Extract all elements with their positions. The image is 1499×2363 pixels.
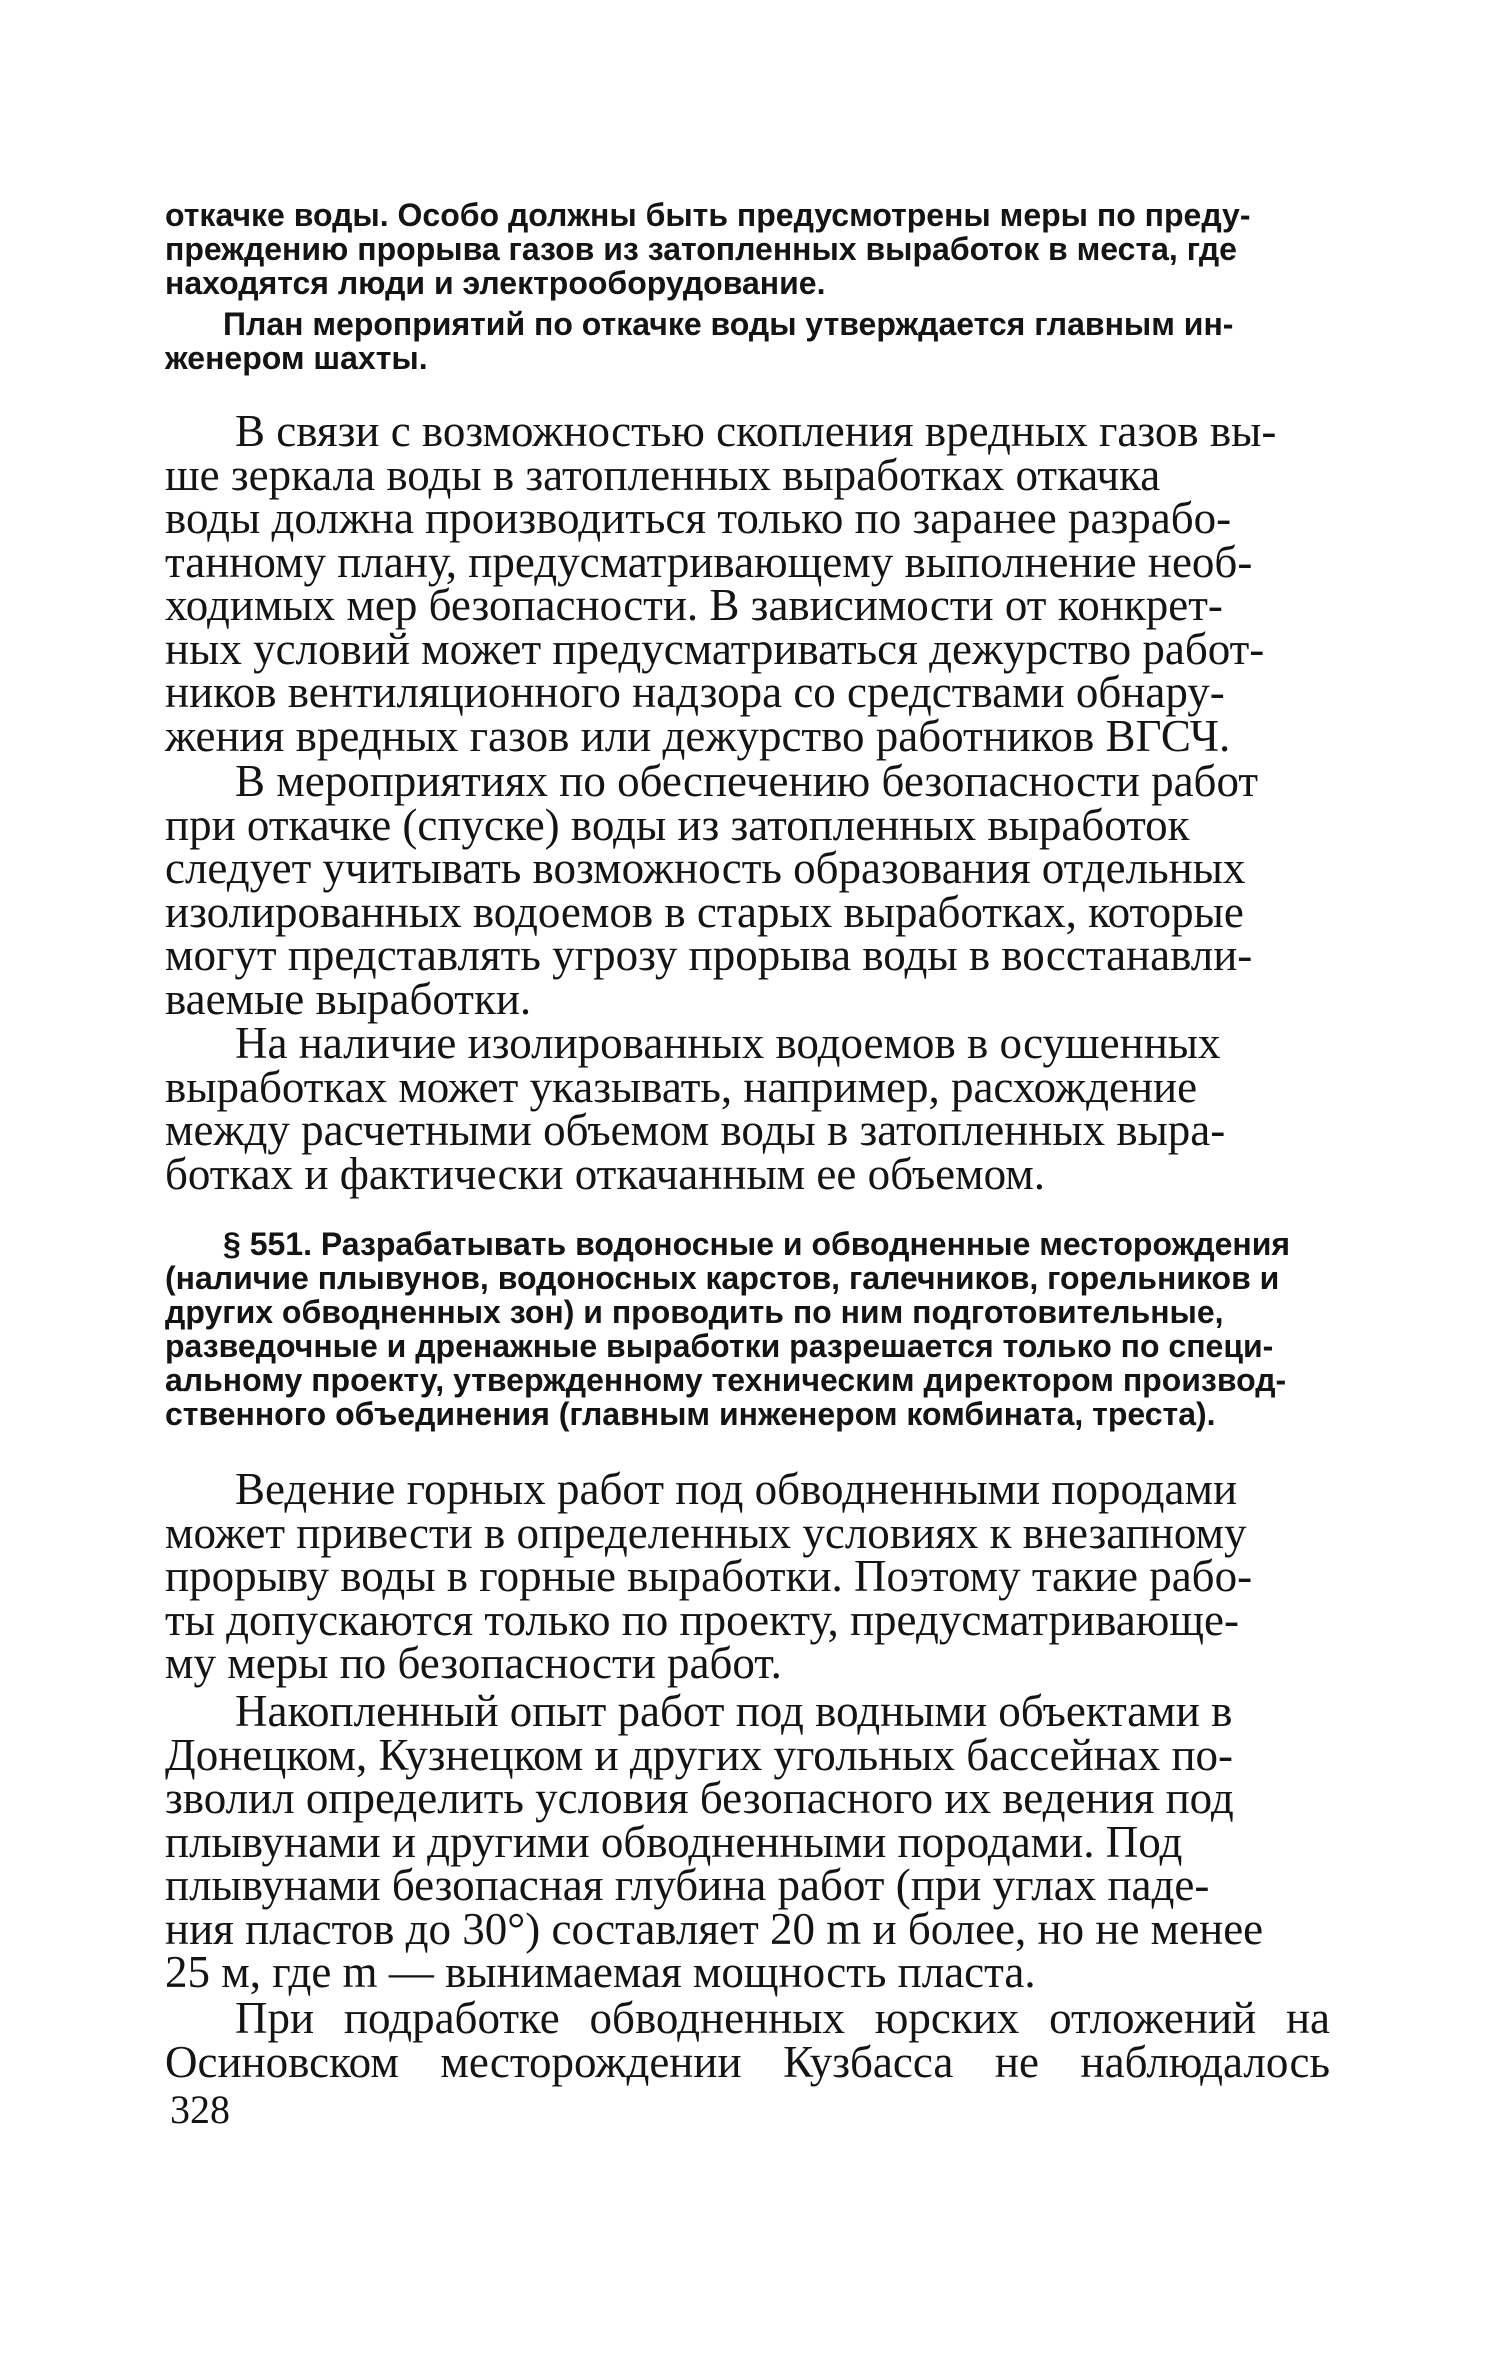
text-line: плывунами и другими обводненными породами. Под xyxy=(165,1816,1183,1867)
text-line: плывунами безопасная глубина работ (при углах паде- xyxy=(165,1860,1210,1910)
text-line: женером шахты. xyxy=(165,340,428,376)
text-line: ходимых мер безопасности. В зависимости от конкрет- xyxy=(165,580,1223,630)
text-line: В мероприятиях по обеспечению безопасности работ xyxy=(235,756,1259,806)
text-line: План мероприятий по откачке воды утверждается главным ин- xyxy=(223,306,1234,342)
text-line: танному плану, предусматривающему выполнение необ- xyxy=(165,536,1253,587)
text-line: откачке воды. Особо должны быть предусмотрены меры по преду- xyxy=(165,197,1251,233)
text-line: изолированных водоемов в старых выработках, которые xyxy=(165,886,1244,937)
text-line: При подработке обводненных юрских отложений на xyxy=(235,1993,1330,2043)
comment-paragraph-5 xyxy=(165,1686,1330,1997)
text-line: жения вредных газов или дежурство работников ВГСЧ. xyxy=(165,710,1231,761)
text-line: выработках может указывать, например, расхождение xyxy=(165,1061,1198,1112)
text-line: Донецком, Кузнецком и других угольных бассейнах по- xyxy=(165,1729,1234,1780)
text-line: Осиновском месторождении Кузбасса не наблюдалось xyxy=(165,2036,1330,2087)
text-line: ше зеркала воды в затопленных выработках откачка xyxy=(165,449,1161,500)
text-line: ботках и фактически откачанным ее объемом. xyxy=(165,1148,1045,1199)
text-line: (наличие плывунов, водоносных карстов, галечников, горельников и xyxy=(165,1260,1280,1296)
text-line: альному проекту, утвержденному техническим директором производ- xyxy=(165,1362,1287,1398)
text-line: § 551. Разрабатывать водоносные и обводненные месторождения xyxy=(223,1226,1291,1262)
text-line: может привести в определенных условиях к внезапному xyxy=(165,1507,1247,1558)
text-line: му меры по безопасности работ. xyxy=(165,1638,782,1688)
text-line: Ведение горных работ под обводненными породами xyxy=(235,1464,1238,1514)
text-line: воды должна производиться только по заранее разрабо- xyxy=(165,493,1232,543)
comment-paragraph-3 xyxy=(165,1018,1330,1199)
text-line: могут представлять угрозу прорыва воды в восстанавли- xyxy=(165,930,1253,980)
text-line: зволил определить условия безопасного их ведения под xyxy=(165,1773,1234,1823)
text-line: 25 м, где m — вынимаемая мощность пласта. xyxy=(165,1947,1036,1997)
text-line: других обводненных зон) и проводить по ним подготовительные, xyxy=(165,1294,1224,1330)
text-line: преждению прорыва газов из затопленных выработок в места, где xyxy=(165,231,1237,267)
comment-paragraph-1 xyxy=(165,406,1330,761)
rule-551-paragraph xyxy=(165,1227,1330,1431)
comment-paragraph-6 xyxy=(165,1993,1330,2087)
rule-plan-paragraph xyxy=(165,307,1330,375)
comment-paragraph-4 xyxy=(165,1464,1330,1688)
text-line: На наличие изолированных водоемов в осушенных xyxy=(235,1018,1221,1068)
text-line: ты допускаются только по проекту, предусматривающе- xyxy=(165,1594,1239,1645)
text-line: ников вентиляционного надзора со средствами обнару- xyxy=(165,667,1225,717)
text-line: ния пластов до 30°) составляет 20 m и более, но не менее xyxy=(165,1903,1264,1954)
text-line: находятся люди и электрооборудование. xyxy=(165,265,826,301)
text-line: Накопленный опыт работ под водными объектами в xyxy=(235,1686,1233,1736)
text-line: ваемые выработки. xyxy=(165,973,532,1024)
text-line: при откачке (спуске) воды из затопленных выработок xyxy=(165,799,1190,850)
rule-continuation-paragraph xyxy=(165,198,1330,300)
text-line: следует учитывать возможность образования отдельных xyxy=(165,843,1246,893)
text-line: разведочные и дренажные выработки разрешается только по специ- xyxy=(165,1328,1274,1364)
text-line: ных условий может предусматриваться дежурство работ- xyxy=(165,623,1265,674)
text-line: между расчетными объемом воды в затопленных выра- xyxy=(165,1105,1226,1155)
text-line: ственного объединения (главным инженером комбината, треста). xyxy=(165,1396,1216,1432)
comment-paragraph-2 xyxy=(165,756,1330,1024)
text-line: В связи с возможностью скопления вредных газов вы- xyxy=(235,406,1277,456)
text-line: прорыву воды в горные выработки. Поэтому такие рабо- xyxy=(165,1551,1253,1601)
page-number: 328 xyxy=(170,2087,230,2132)
